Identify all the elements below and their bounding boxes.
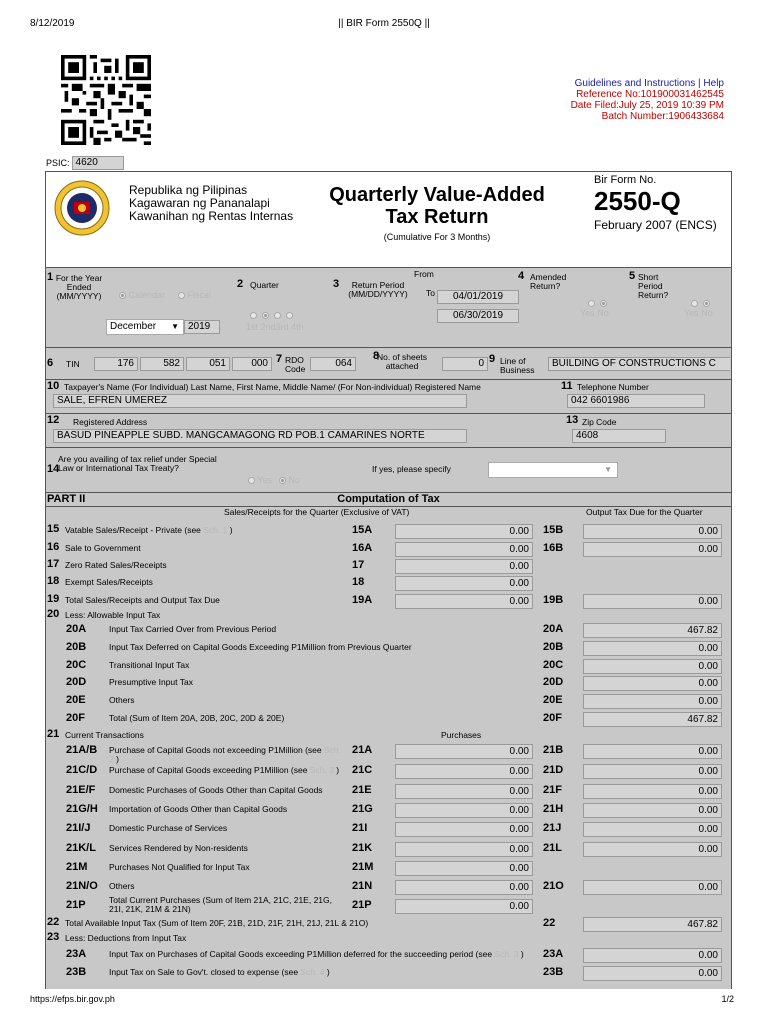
sheets-attached-input[interactable]: 0 [442,357,488,371]
psic-input[interactable]: 4620 [72,156,124,170]
amount-input[interactable]: 467.82 [583,917,722,932]
amount-input[interactable]: 0.00 [395,861,533,876]
line-label: Others [109,695,135,705]
period-section: 1 For the Year Ended (MM/YYYY) Calendar Fiscal December ▼ 2019 2 Quarter 1st 2nd3rd 4th 3 Return Period (MM/DD/YYYY) From To 04/01/2019 06/30/2019 4 Amended Return? Yes No 5 Short Period Return? Yes No [46,268,731,348]
line-subnumber: 21C/D [66,764,98,776]
line-number: 20 [47,608,60,620]
amount-input[interactable]: 0.00 [583,784,722,799]
line-label: Less: Deductions from Input Tax [65,933,187,943]
amount-input[interactable]: 0.00 [395,744,533,759]
line-label: Presumptive Input Tax [109,677,193,687]
period-from-input[interactable]: 04/01/2019 [437,290,519,304]
line-subnumber: 23A [66,948,87,960]
schedule-link[interactable]: Sch. 1 [203,525,228,535]
box-code: 17 [352,559,365,571]
amount-input[interactable]: 0.00 [395,842,533,857]
col-purchases-header: Purchases [441,730,482,740]
box-code: 18 [352,576,365,588]
help-link[interactable]: Help [703,78,724,89]
line-subnumber: 20F [66,712,85,724]
col-output-header: Output Tax Due for the Quarter [586,507,703,517]
box-code: 16B [543,542,564,554]
short-period-radios[interactable] [691,298,710,308]
amount-input[interactable]: 0.00 [583,880,722,895]
computation-row [46,693,731,711]
line-label: Less: Allowable Input Tax [65,610,161,620]
line-subnumber: 21A/B [66,744,98,756]
line-label: Input Tax on Purchases of Capital Goods exceeding P1Million deferred for the succeeding period (see Sch. 3 ) [109,949,524,959]
line-number: 16 [47,541,60,553]
box-code: 20F [543,712,562,724]
computation-row [46,947,731,965]
footer-page: 1/2 [721,994,734,1004]
reference-block: Guidelines and Instructions | Help Reference No:101900031462545 Date Filed:July 25, 2019 10:39 PM Batch Number:1906433684 [570,78,724,122]
box-code: 19B [543,594,564,606]
line-subnumber: 20B [66,641,87,653]
computation-row [46,783,731,801]
schedule-link[interactable]: Sch. 2 [109,745,341,764]
amount-input[interactable]: 0.00 [583,764,722,779]
amount-input[interactable]: 0.00 [583,641,722,656]
line-label: Sale to Government [65,543,141,553]
tin-part-4[interactable]: 000 [232,357,272,371]
registered-address-input[interactable]: BASUD PINEAPPLE SUBD. MANGCAMAGONG RD POB.1 CAMARINES NORTE [53,429,467,443]
box-code: 20E [543,694,563,706]
box-code: 21M [352,861,374,873]
amount-input[interactable]: 0.00 [583,676,722,691]
line-label: Domestic Purchases of Goods Other than Capital Goods [109,785,323,795]
amount-input[interactable]: 0.00 [583,524,722,539]
line-label: Zero Rated Sales/Receipts [65,560,167,570]
computation-row [46,558,731,576]
computation-row [46,763,731,781]
amount-input[interactable]: 0.00 [395,822,533,837]
part2-header: PART II Computation of Tax [46,493,731,507]
computation-row [46,821,731,839]
computation-row [46,658,731,676]
footer-url: https://efps.bir.gov.ph [30,994,115,1004]
computation-row [46,640,731,658]
tax-relief-section: 14 Are you availing of tax relief under Special Law or International Tax Treaty? Yes No If yes, please specify ▼ [46,448,731,493]
line-subnumber: 21N/O [66,880,98,892]
form-version: February 2007 (ENCS) [594,218,717,232]
line-label: Input Tax on Sale to Gov't. closed to expense (see Sch. 4 ) [109,967,330,977]
amount-input[interactable]: 0.00 [583,803,722,818]
fiscal-radio[interactable]: Fiscal [178,290,211,300]
box-code: 20B [543,641,564,653]
amount-input[interactable]: 0.00 [395,764,533,779]
line-subnumber: 21P [66,899,86,911]
line-label: Transitional Input Tax [109,660,190,670]
line-subnumber: 21I/J [66,822,91,834]
line-label: Input Tax Deferred on Capital Goods Exceeding P1Million from Previous Quarter [109,642,412,652]
tin-part-1[interactable]: 176 [94,357,138,371]
computation-row [46,622,731,640]
line-of-business-input[interactable]: BUILDING OF CONSTRUCTIONS C [548,357,730,371]
line-subnumber: 20E [66,694,86,706]
bir-seal-icon [54,180,110,236]
quarter-radios[interactable] [250,310,293,320]
line-label: Total Sales/Receipts and Output Tax Due [65,595,220,605]
amount-input[interactable]: 0.00 [583,594,722,609]
box-code: 21A [352,744,373,756]
box-code: 20D [543,676,564,688]
computation-row [46,541,731,559]
computation-section [46,507,731,989]
line-label: Vatable Sales/Receipt - Private (see Sch. 1 ) [65,525,233,535]
box-code: 15B [543,524,564,536]
print-date: 8/12/2019 [30,18,75,29]
amount-input[interactable]: 467.82 [583,623,722,638]
amount-input[interactable]: 0.00 [395,576,533,591]
line-label: Services Rendered by Non-residents [109,843,248,853]
box-code: 23B [543,966,564,978]
form-header [46,172,731,268]
line-label: Total Available Input Tax (Sum of Item 20F, 21B, 21D, 21F, 21H, 21J, 21L & 21O) [65,918,369,928]
col-sales-header: Sales/Receipts for the Quarter (Exclusive of VAT) [224,507,410,517]
tin-part-3[interactable]: 051 [186,357,230,371]
period-to-input[interactable]: 06/30/2019 [437,309,519,323]
taxpayer-name-section: 10 Taxpayer's Name (For Individual) Last Name, First Name, Middle Name/ (For Non-individual) Registered Name SALE, EFREN UMEREZ 11 Telephone Number 042 6601986 [46,380,731,414]
line-label: Current Transactions [65,730,144,740]
computation-row [46,575,731,593]
form-title: Quarterly Value-Added Tax Return [329,184,545,228]
box-code: 21P [352,899,372,911]
amount-input[interactable]: 0.00 [395,594,533,609]
line-number: 21 [47,728,60,740]
form-number-label: Bir Form No. [594,174,657,186]
box-code: 20A [543,623,564,635]
line-label: Purchase of Capital Goods exceeding P1Million (see Sch. 3 ) [109,765,340,775]
computation-row [46,895,731,916]
computation-row [46,675,731,693]
agency-name: Republika ng Pilipinas Kagawaran ng Pananalapi Kawanihan ng Rentas Internas [129,183,294,223]
box-code: 21B [543,744,564,756]
qr-code-icon [58,55,154,145]
amended-radios[interactable] [588,298,607,308]
box-code: 21C [352,764,373,776]
line-label: Purchases Not Qualified for Input Tax [109,862,250,872]
line-subnumber: 21G/H [66,803,98,815]
box-code: 21O [543,880,564,892]
psic-field: PSIC: 4620 [46,156,124,170]
box-code: 23A [543,948,564,960]
reference-number: Reference No:101900031462545 [576,89,724,100]
line-subnumber: 20A [66,623,87,635]
amount-input[interactable]: 0.00 [583,842,722,857]
line-label: Others [109,881,135,891]
calendar-radio[interactable]: Calendar [119,290,165,300]
box-code: 21K [352,842,373,854]
tin-section: 6 TIN 176 582 051 000 7 RDO Code 064 8 No. of sheets attached 0 9 Line of Business BUILDING OF CONSTRUCTIONS C [46,348,731,380]
amount-input[interactable]: 0.00 [395,899,533,914]
box-code: 21I [352,822,368,834]
line-subnumber: 21K/L [66,842,96,854]
computation-row [46,965,731,983]
line-number: 15 [47,523,60,535]
line-number: 18 [47,575,60,587]
box-code: 21J [543,822,562,834]
amount-input[interactable]: 0.00 [395,524,533,539]
line-label: Total Current Purchases (Sum of Item 21A, 21C, 21E, 21G, 21I, 21K, 21M & 21N) [109,895,332,914]
print-title: || BIR Form 2550Q || [338,18,430,29]
telephone-input[interactable]: 042 6601986 [567,394,705,408]
line-subnumber: 23B [66,966,87,978]
box-code: 21F [543,784,562,796]
address-section: 12 Registered Address BASUD PINEAPPLE SUBD. MANGCAMAGONG RD POB.1 CAMARINES NORTE 13 Zip Code 4608 [46,414,731,448]
schedule-link[interactable]: Sch. 3 [494,949,519,959]
amount-input[interactable]: 0.00 [583,694,722,709]
box-code: 21L [543,842,562,854]
line-subnumber: 21M [66,861,88,873]
amount-input[interactable]: 0.00 [395,559,533,574]
line-label: Exempt Sales/Receipts [65,577,153,587]
box-code: 21G [352,803,373,815]
computation-row [46,841,731,859]
computation-row [46,711,731,729]
amount-input[interactable]: 0.00 [395,784,533,799]
amount-input[interactable]: 0.00 [583,822,722,837]
schedule-link[interactable]: Sch. 4 [300,967,325,977]
box-code: 19A [352,594,373,606]
rdo-code-input[interactable]: 064 [310,357,356,371]
form-subtitle: (Cumulative For 3 Months) [383,232,491,242]
month-select[interactable]: December ▼ [106,319,184,335]
tin-part-2[interactable]: 582 [140,357,184,371]
line-subnumber: 20C [66,659,87,671]
box-code: 15A [352,524,373,536]
tax-relief-yes-radio[interactable]: Yes [248,475,272,485]
line-label: Purchase of Capital Goods not exceeding P1Million (see Sch. 2 ) [109,745,341,764]
guidelines-link[interactable]: Guidelines and Instructions [574,78,696,89]
computation-row [46,860,731,878]
box-code: 21D [543,764,564,776]
amount-input[interactable]: 467.82 [583,712,722,727]
year-input[interactable]: 2019 [184,320,220,334]
line-label: Domestic Purchase of Services [109,823,228,833]
box-code: 21E [352,784,372,796]
line-number: 22 [47,916,60,928]
form-frame [45,171,732,989]
amount-input[interactable]: 0.00 [395,803,533,818]
date-filed: Date Filed:July 25, 2019 10:39 PM [570,100,724,111]
box-code: 16A [352,542,373,554]
amount-input[interactable]: 0.00 [583,948,722,963]
box-code: 20C [543,659,564,671]
line-label: Importation of Goods Other than Capital Goods [109,804,288,814]
line-number: 17 [47,558,60,570]
taxpayer-name-input[interactable]: SALE, EFREN UMEREZ [53,394,467,408]
amount-input[interactable]: 0.00 [395,880,533,895]
zip-code-input[interactable]: 4608 [572,429,666,443]
line-label: Input Tax Carried Over from Previous Period [109,624,277,634]
special-law-select[interactable]: ▼ [488,462,618,478]
tax-relief-no-radio[interactable]: No [279,475,300,485]
line-number: 19 [47,593,60,605]
box-code: 21H [543,803,564,815]
form-number: 2550-Q [594,186,681,216]
box-code: 21N [352,880,373,892]
line-subnumber: 21E/F [66,784,96,796]
computation-row [46,523,731,541]
batch-number: Batch Number:1906433684 [601,111,724,122]
amount-input[interactable]: 0.00 [583,744,722,759]
amount-input[interactable]: 0.00 [583,659,722,674]
box-code: 22 [543,917,556,929]
computation-row [46,743,731,764]
computation-row [46,802,731,820]
schedule-link[interactable]: Sch. 3 [309,765,334,775]
line-subnumber: 20D [66,676,87,688]
line-number: 23 [47,931,60,943]
amount-input[interactable]: 0.00 [395,542,533,557]
amount-input[interactable]: 0.00 [583,966,722,981]
amount-input[interactable]: 0.00 [583,542,722,557]
line-label: Total (Sum of Item 20A, 20B, 20C, 20D & 20E) [109,713,285,723]
